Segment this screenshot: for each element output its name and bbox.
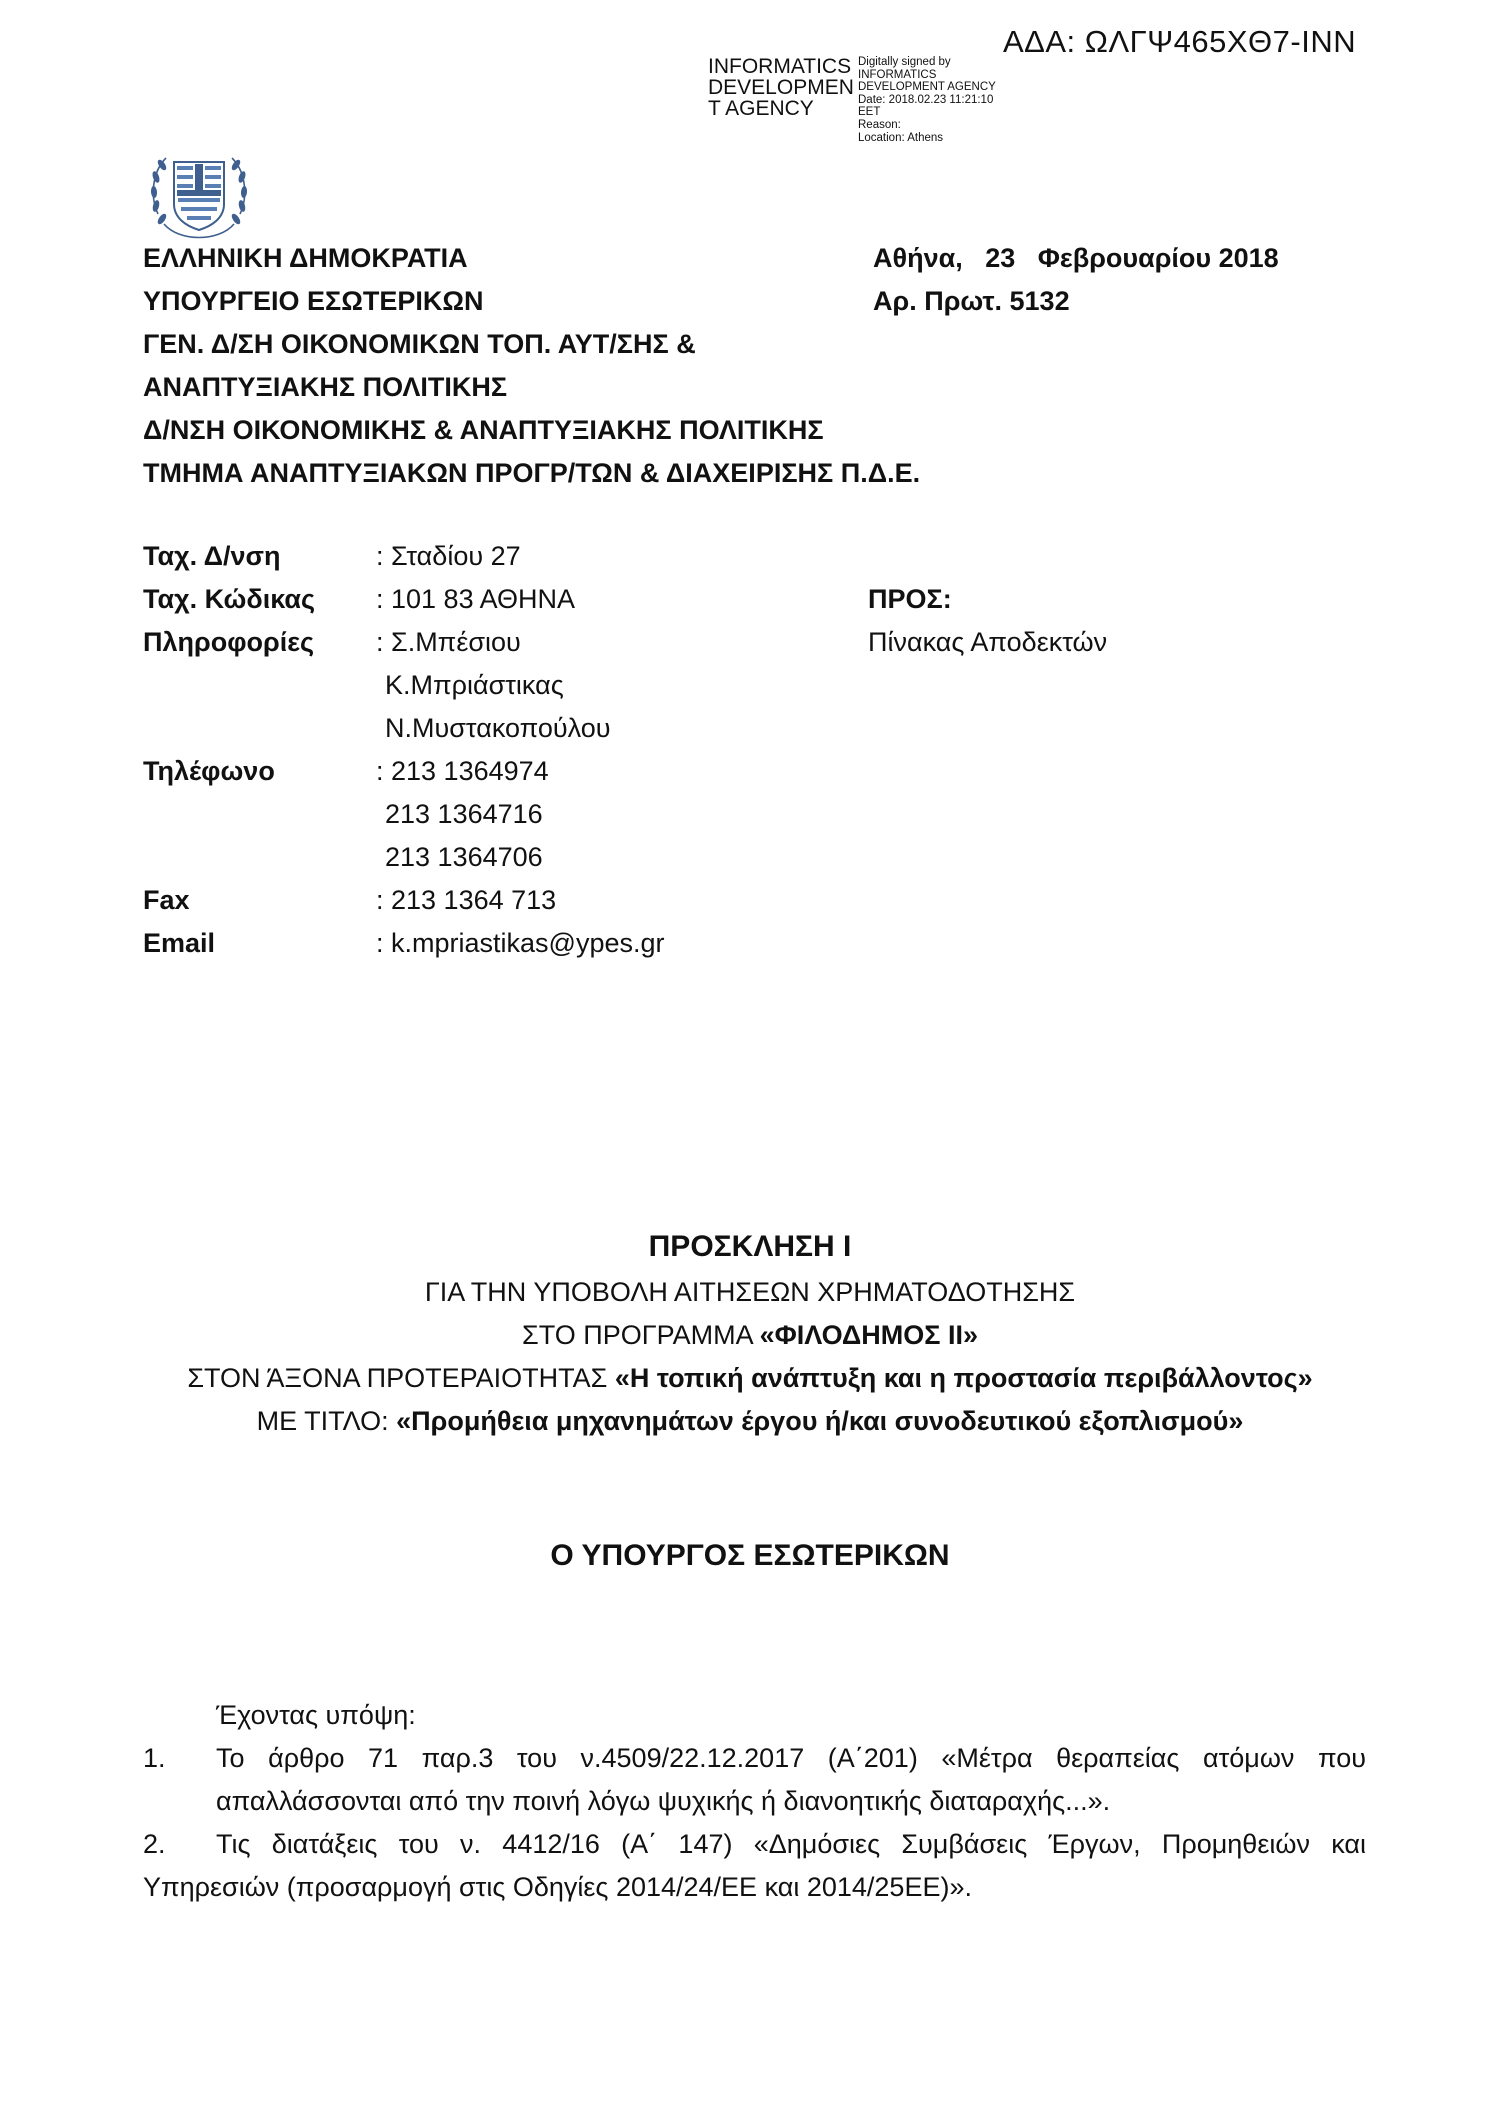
invitation-line xyxy=(0,1320,1500,1351)
list-item-number: 1. xyxy=(143,1743,166,1773)
header-line: Δ/ΝΣΗ ΟΙΚΟΝΟΜΙΚΗΣ & ΑΝΑΠΤΥΞΙΑΚΗΣ ΠΟΛΙΤΙΚΗΣ xyxy=(143,415,824,445)
header-line: ΥΠΟΥΡΓΕΙΟ ΕΣΩΤΕΡΙΚΩΝ xyxy=(143,286,484,316)
header-line: ΑΝΑΠΤΥΞΙΑΚΗΣ ΠΟΛΙΤΙΚΗΣ xyxy=(143,372,508,402)
invitation-title: ΠΡΟΣΚΛΗΣΗ I xyxy=(648,1230,852,1263)
list-item xyxy=(143,1823,1366,1909)
priority-axis-name: «Η τοπική ανάπτυξη και η προστασία περιβάλλοντος» xyxy=(614,1363,1313,1393)
recipient-value: Πίνακας Αποδεκτών xyxy=(868,627,1108,657)
header-line: ΓΕΝ. Δ/ΣΗ ΟΙΚΟΝΟΜΙΚΩΝ ΤΟΠ. ΑΥΤ/ΣΗΣ & xyxy=(143,329,696,359)
fax-value: : 213 1364 713 xyxy=(376,885,557,915)
invitation-line-prefix: ΣΤΟ ΠΡΟΓΡΑΜΜΑ xyxy=(522,1320,760,1350)
signature-name-line: DEVELOPMEN xyxy=(708,76,854,99)
postcode-value: : 101 83 ΑΘΗΝΑ xyxy=(376,584,576,614)
minister-heading: Ο ΥΠΟΥΡΓΟΣ ΕΣΩΤΕΡΙΚΩΝ xyxy=(550,1539,950,1572)
header-line: ΤΜΗΜΑ ΑΝΑΠΤΥΞΙΑΚΩΝ ΠΡΟΓΡ/ΤΩΝ & ΔΙΑΧΕΙΡΙΣΗΣ Π.Δ.Ε. xyxy=(143,458,921,488)
phone-value: 213 1364716 xyxy=(385,799,543,829)
header-line: ΕΛΛΗΝΙΚΗ ΔΗΜΟΚΡΑΤΙΑ xyxy=(143,243,468,273)
greek-emblem-icon xyxy=(144,142,254,252)
postcode-label: Ταχ. Κώδικας xyxy=(143,584,315,614)
email-label: Email xyxy=(143,928,216,958)
address-value: : Σταδίου 27 xyxy=(376,541,521,571)
email-value: : k.mpriastikas@ypes.gr xyxy=(376,928,665,958)
recipient-label: ΠΡΟΣ: xyxy=(868,584,952,614)
document-date: Αθήνα, 23 Φεβρουαρίου 2018 xyxy=(873,243,1279,273)
signature-detail-line: Reason: xyxy=(858,118,901,131)
signature-detail-line: Digitally signed by xyxy=(858,56,951,68)
invitation-line: ΓΙΑ ΤΗΝ ΥΠΟΒΟΛΗ ΑΙΤΗΣΕΩΝ ΧΡΗΜΑΤΟΔΟΤΗΣΗΣ xyxy=(424,1277,1076,1307)
list-item-first-line: Τις διατάξεις του ν. 4412/16 (Α΄ 147) «Δημόσιες Συμβάσεις Έργων, Προμηθειών και xyxy=(216,1829,1366,1859)
invitation-subject: «Προμήθεια μηχανημάτων έργου ή/και συνοδευτικού εξοπλισμού» xyxy=(396,1406,1244,1436)
phone-value: : 213 1364974 xyxy=(376,756,549,786)
list-item: Το άρθρο 71 παρ.3 του ν.4509/22.12.2017 (Α΄201) «Μέτρα θεραπείας ατόμων που απαλλάσσονται από την ποινή λόγω ψυχικής ή διανοητικής διαταραχής...». xyxy=(216,1743,1366,1816)
body-intro: Έχοντας υπόψη: xyxy=(216,1700,416,1730)
signature-detail-line: Date: 2018.02.23 11:21:10 xyxy=(858,93,994,106)
list-item-continuation: Υπηρεσιών (προσαρμογή στις Οδηγίες 2014/24/ΕΕ και 2014/25ΕΕ)». xyxy=(143,1872,972,1902)
info-value: Κ.Μπριάστικας xyxy=(385,670,564,700)
address-label: Ταχ. Δ/νση xyxy=(143,541,281,571)
protocol-number: Αρ. Πρωτ. 5132 xyxy=(873,286,1070,316)
phone-label: Τηλέφωνο xyxy=(143,756,275,786)
signature-name-line: INFORMATICS xyxy=(708,55,852,78)
invitation-line xyxy=(0,1363,1500,1394)
program-name: «ΦΙΛΟΔΗΜΟΣ ΙΙ» xyxy=(759,1320,978,1350)
signature-detail-line: DEVELOPMENT AGENCY xyxy=(858,81,996,94)
phone-value: 213 1364706 xyxy=(385,842,543,872)
signature-name-line: T AGENCY xyxy=(708,97,814,120)
signature-details xyxy=(858,56,996,144)
list-item-number: 2. xyxy=(143,1829,166,1859)
invitation-line-prefix: ΣΤΟΝ ΆΞΟΝΑ ΠΡΟΤΕΡΑΙΟΤΗΤΑΣ xyxy=(187,1363,615,1393)
invitation-line xyxy=(0,1406,1500,1437)
signature-detail-line: Location: Athens xyxy=(858,131,944,144)
signature-detail-line: EET xyxy=(858,106,881,119)
fax-label: Fax xyxy=(143,885,190,915)
signature-detail-line: INFORMATICS xyxy=(858,68,937,81)
info-value: Ν.Μυστακοπούλου xyxy=(385,713,611,743)
info-value: : Σ.Μπέσιου xyxy=(376,627,521,657)
info-label: Πληροφορίες xyxy=(143,627,315,657)
invitation-line-prefix: ΜΕ ΤΙΤΛΟ: xyxy=(256,1406,397,1436)
signature-name xyxy=(708,56,858,119)
ada-code: ΑΔΑ: ΩΛΓΨ465ΧΘ7-ΙΝΝ xyxy=(1003,24,1357,59)
